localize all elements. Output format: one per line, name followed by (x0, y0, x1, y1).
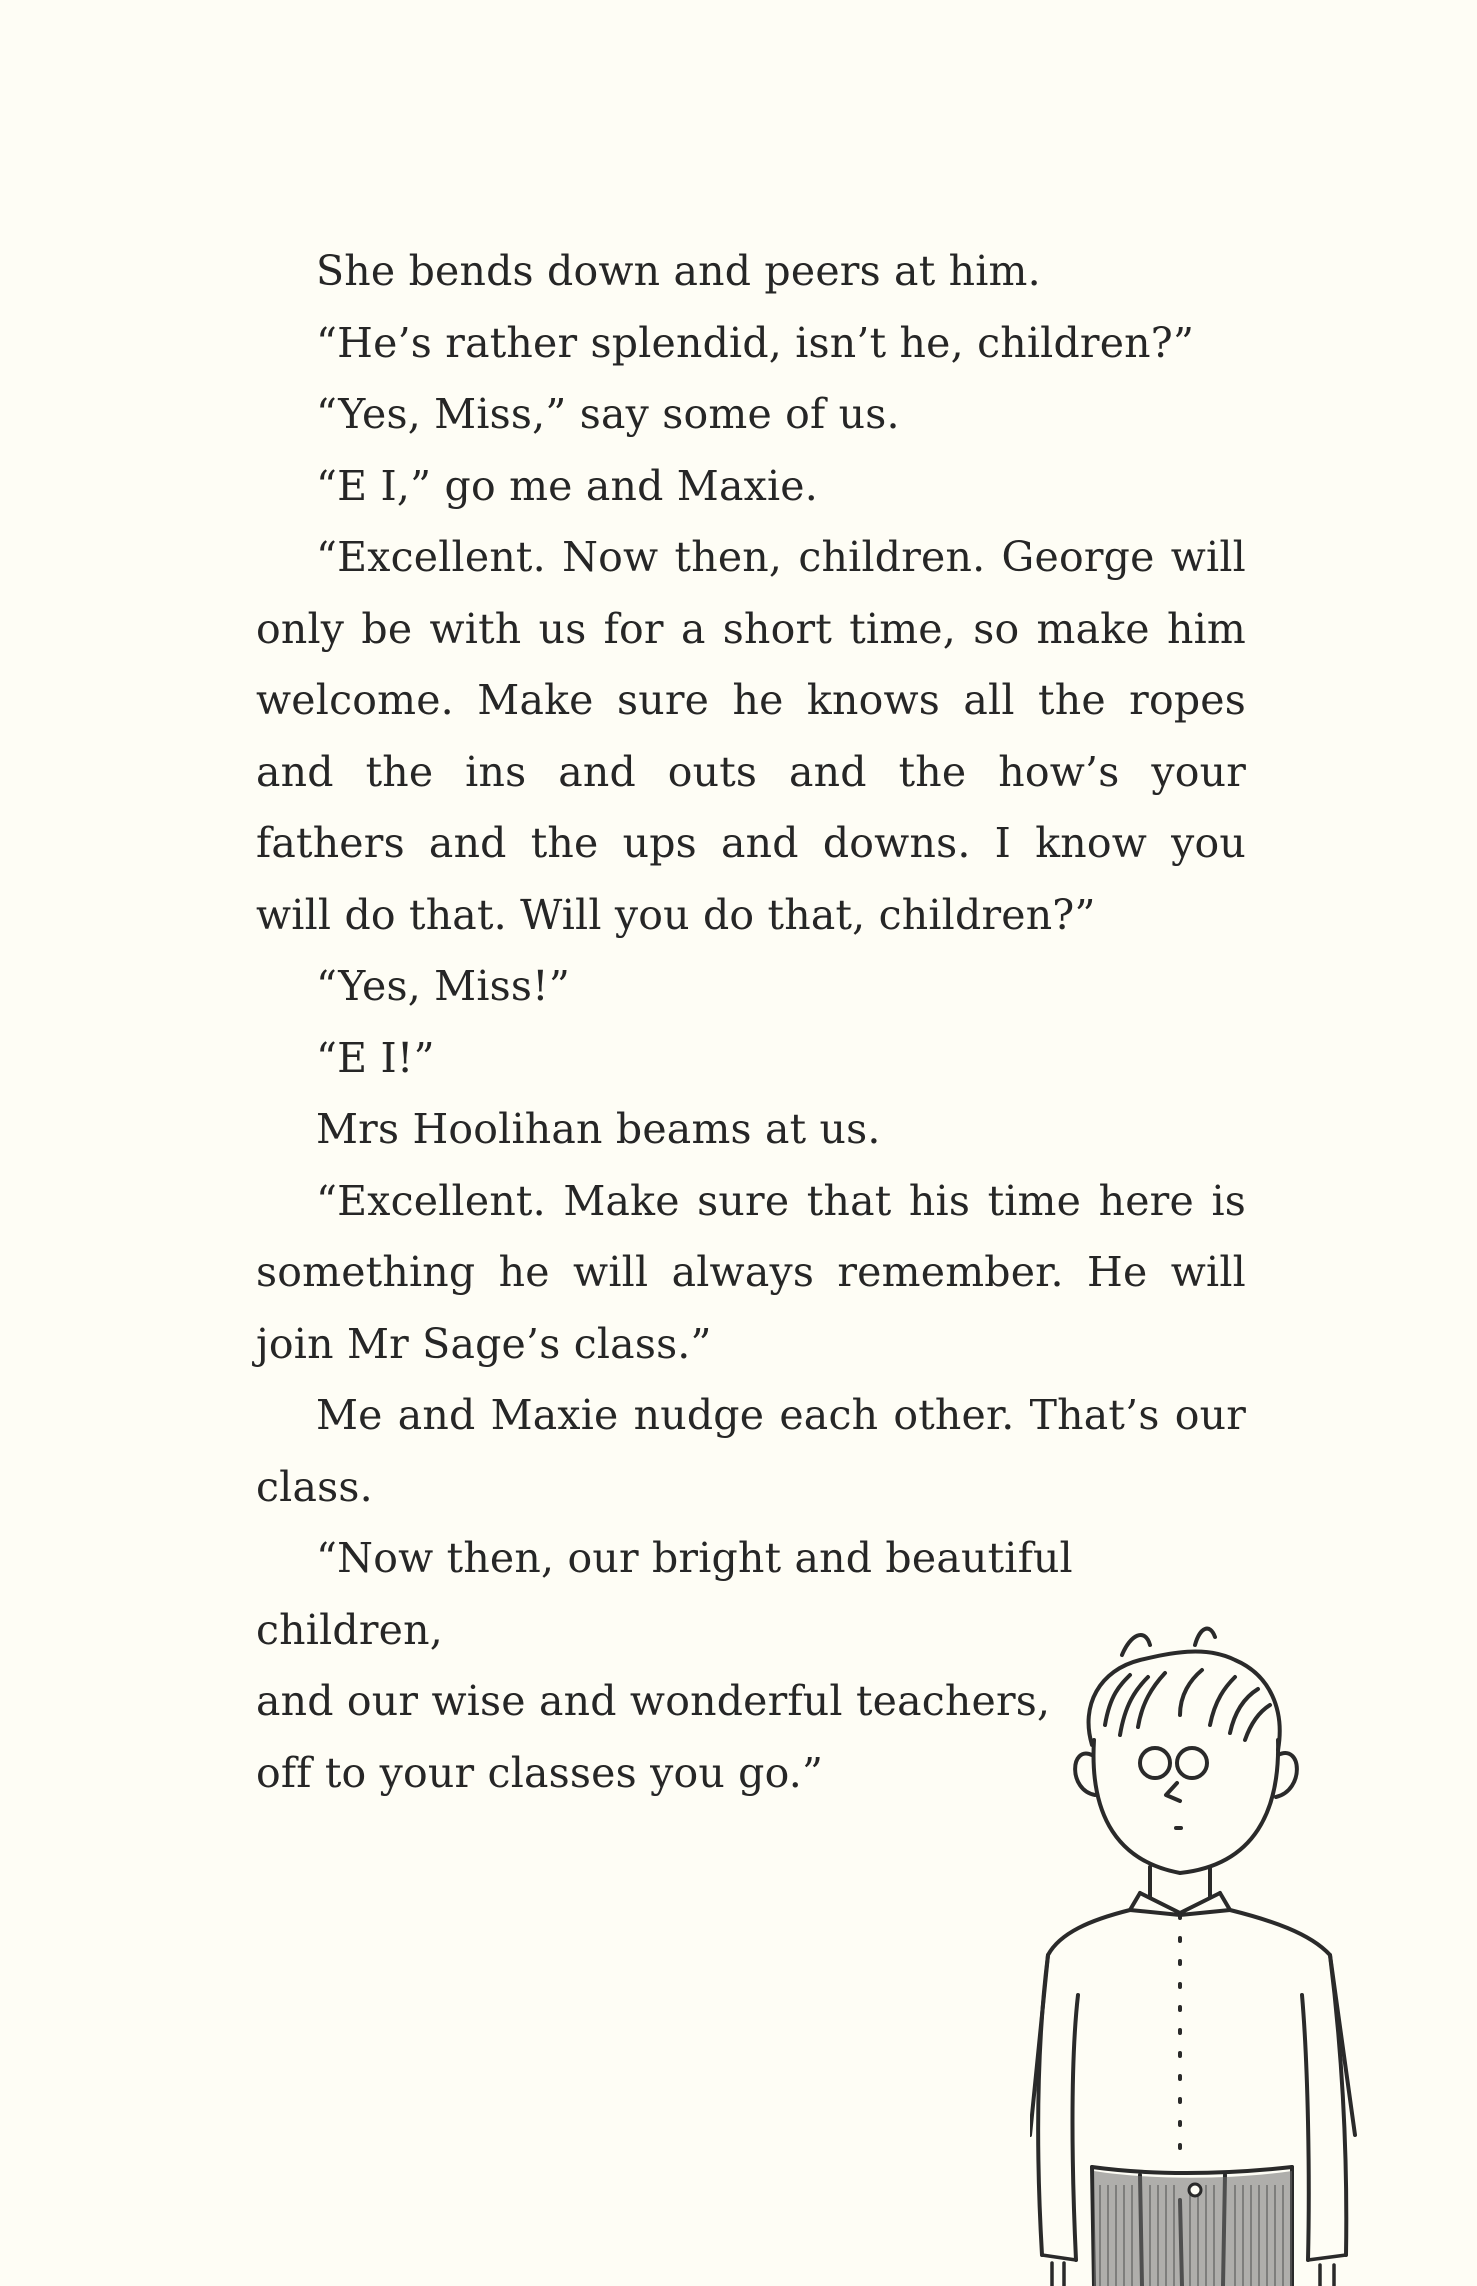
paragraph: “Yes, Miss!” (316, 962, 570, 1010)
paragraph: “He’s rather splendid, isn’t he, children?” (316, 318, 1195, 367)
body-text (256, 236, 1246, 1809)
boy-illustration (1030, 1615, 1360, 2286)
paragraph: “Excellent. Make sure that his time here is something he will always remember. He will join Mr Sage’s class.” (256, 1176, 1246, 1368)
paragraph: “Excellent. Now then, children. George will only be with us for a short time, so make him welcome. Make sure he knows all the ropes and the ins and outs and the how’s your fathers and the ups and downs. I know you will do that. Will you do that, children?” (256, 533, 1246, 939)
closing-line: and our wise and wonderful teachers, (256, 1677, 1051, 1725)
paragraph: “E I!” (316, 1033, 435, 1082)
paragraph: Me and Maxie nudge each other. That’s our class. (256, 1391, 1246, 1511)
closing-line: off to your classes you go.” (256, 1748, 824, 1797)
paragraph: “E I,” go me and Maxie. (316, 461, 818, 510)
paragraph: She bends down and peers at him. (316, 247, 1041, 295)
paragraph: Mrs Hoolihan beams at us. (316, 1105, 881, 1153)
paragraph: “Now then, our bright and beautiful children, (256, 1534, 1073, 1654)
paragraph: “Yes, Miss,” say some of us. (316, 390, 900, 438)
